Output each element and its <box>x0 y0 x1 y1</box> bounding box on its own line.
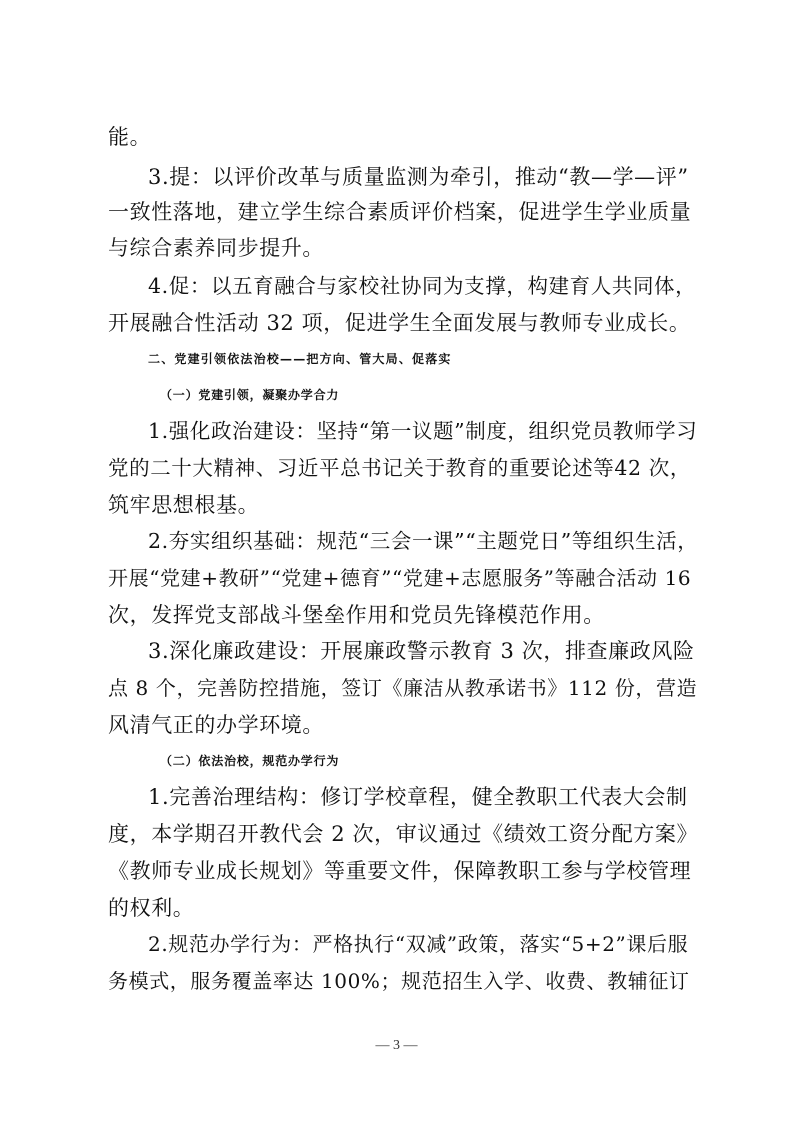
paragraph-line: 点 8 个，完善防控措施，签订《廉洁从教承诺书》112 份，营造 <box>108 676 698 700</box>
subsection-heading: （二）依法治校，规范办学行为 <box>160 754 340 768</box>
paragraph-line: 次，发挥党支部战斗堡垒作用和党员先锋模范作用。 <box>108 603 605 627</box>
section-heading: 二、党建引领依法治校——把方向、管大局、促落实 <box>148 352 452 366</box>
paragraph-line: 风清气正的办学环境。 <box>108 713 324 737</box>
paragraph-line: 2.夯实组织基础：规范“三会一课”“主题党日”等组织生活， <box>148 529 699 553</box>
paragraph-line: 筑牢思想根基。 <box>108 493 260 517</box>
paragraph-line: 能。 <box>108 125 152 149</box>
paragraph-line: 党的二十大精神、习近平总书记关于教育的重要论述等42 次， <box>108 456 691 480</box>
page-number: — 3 — <box>375 1038 418 1053</box>
paragraph-line: 开展“党建+教研”“党建+德育”“党建+志愿服务”等融合活动 16 <box>108 566 692 590</box>
paragraph-line: 的权利。 <box>108 896 195 920</box>
paragraph-line: 务模式，服务覆盖率达 100%；规范招生入学、收费、教辅征订 <box>108 969 690 993</box>
paragraph-line: 《教师专业成长规划》等重要文件，保障教职工参与学校管理 <box>108 859 692 883</box>
paragraph-line: 度，本学期召开教代会 2 次，审议通过《绩效工资分配方案》 <box>108 822 699 846</box>
paragraph-line: 一致性落地，建立学生综合素质评价档案，促进学生学业质量 <box>108 200 692 224</box>
subsection-heading: （一）党建引领，凝聚办学合力 <box>160 388 340 402</box>
paragraph-line: 与综合素养同步提升。 <box>108 236 324 260</box>
paragraph-line: 1.强化政治建设：坚持“第一议题”制度，组织党员教师学习 <box>148 419 698 443</box>
paragraph-line: 3.深化廉政建设：开展廉政警示教育 3 次，排查廉政风险 <box>148 639 695 663</box>
paragraph-line: 2.规范办学行为：严格执行“双减”政策，落实“5+2”课后服 <box>148 932 689 956</box>
paragraph-line: 1.完善治理结构：修订学校章程，健全教职工代表大会制 <box>148 785 688 809</box>
paragraph-line: 3.提：以评价改革与质量监测为牵引，推动“教—学—评” <box>148 165 689 189</box>
paragraph-line: 4.促：以五育融合与家校社协同为支撑，构建育人共同体， <box>148 274 697 298</box>
paragraph-line: 开展融合性活动 32 项，促进学生全面发展与教师专业成长。 <box>108 311 691 335</box>
